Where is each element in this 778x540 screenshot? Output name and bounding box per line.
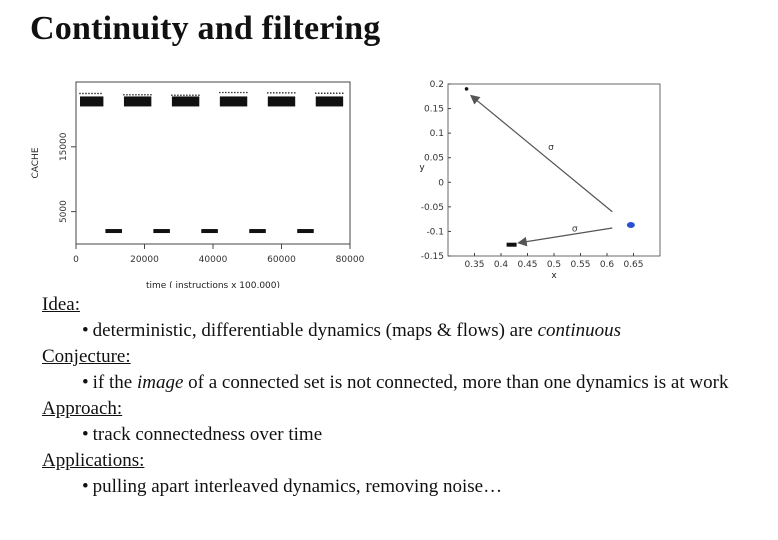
data-point: [291, 92, 293, 94]
data-band-high: [80, 96, 103, 106]
data-band-high: [268, 96, 295, 106]
data-point: [171, 94, 173, 96]
bullet-icon: •: [82, 372, 89, 393]
data-point: [225, 92, 227, 94]
data-point: [94, 93, 96, 95]
bullet-idea: • deterministic, differentiable dynamics (maps & flows) are continuous: [82, 320, 621, 341]
y-axis-label: CACHE: [31, 147, 41, 179]
x-tick-label: 0: [73, 255, 79, 265]
data-point: [318, 92, 320, 94]
x-tick-label: 0.65: [623, 260, 644, 270]
y-axis-label: y: [419, 163, 425, 173]
data-point: [79, 93, 81, 95]
data-point: [324, 92, 326, 94]
data-point: [294, 92, 296, 94]
y-tick-label: 5000: [59, 200, 69, 224]
x-axis-label: x: [551, 271, 557, 281]
data-point: [336, 92, 338, 94]
data-point: [82, 93, 84, 95]
data-cluster: [507, 243, 517, 247]
data-point: [342, 92, 344, 94]
data-point: [285, 92, 287, 94]
data-point: [88, 93, 90, 95]
data-point: [246, 92, 248, 94]
data-point: [315, 92, 317, 94]
data-point: [183, 94, 185, 96]
data-point: [237, 92, 239, 94]
xy-scatter-chart: [416, 76, 678, 288]
bullet-conjecture: • if the image of a connected set is not connected, more than one dynamics is at work: [82, 372, 729, 393]
x-tick-label: 0.35: [464, 260, 485, 270]
bullet-approach: • track connectedness over time: [82, 424, 323, 445]
cache-time-chart: [24, 76, 374, 288]
data-point: [174, 94, 176, 96]
data-point: [282, 92, 284, 94]
y-tick-label: 0.15: [423, 104, 444, 115]
data-point: [234, 92, 236, 94]
x-tick-label: 60000: [267, 255, 296, 265]
data-point: [321, 92, 323, 94]
data-point: [85, 93, 87, 95]
x-axis-label: time ( instructions x 100,000): [145, 281, 281, 288]
data-point: [270, 92, 272, 94]
data-point: [279, 92, 281, 94]
bullet-list: [42, 292, 772, 500]
plot-frame: [76, 82, 350, 244]
x-tick-label: 40000: [198, 255, 228, 265]
data-band-low: [201, 229, 218, 233]
transition-arrow: [472, 96, 612, 211]
data-point: [91, 93, 93, 95]
data-point: [141, 94, 143, 96]
y-tick-label: 0.2: [429, 80, 444, 90]
data-band-high: [316, 96, 343, 106]
arrow-label: σ: [571, 224, 578, 235]
data-band-low: [153, 229, 170, 233]
data-point: [180, 94, 182, 96]
data-point: [195, 94, 197, 96]
data-point: [147, 94, 149, 96]
data-band-high: [124, 96, 151, 106]
plot-frame: [448, 84, 660, 256]
x-tick-label: 20000: [130, 255, 159, 265]
data-point: [273, 92, 275, 94]
x-tick-label: 80000: [335, 255, 365, 265]
y-tick-label: 0.05: [423, 153, 444, 164]
data-point: [192, 94, 194, 96]
data-band-high: [172, 96, 199, 106]
y-tick-label: 0: [438, 178, 444, 189]
data-point: [138, 94, 140, 96]
heading-idea: Idea:: [42, 294, 80, 315]
arrow-label: σ: [548, 143, 554, 154]
data-point: [144, 94, 146, 96]
data-point: [330, 92, 332, 94]
data-band-low: [297, 229, 314, 233]
data-point: [123, 94, 125, 96]
data-point: [100, 93, 102, 95]
bullet-applications: • pulling apart interleaved dynamics, removing noise…: [82, 476, 503, 497]
bullet-icon: •: [82, 476, 89, 497]
transition-arrow: [520, 228, 613, 243]
y-tick-label: 0.1: [429, 129, 444, 140]
data-band-low: [105, 229, 122, 233]
data-point: [327, 92, 329, 94]
heading-conjecture: Conjecture:: [42, 346, 131, 367]
x-tick-label: 0.45: [517, 260, 538, 270]
data-point: [97, 93, 99, 95]
data-point: [198, 94, 200, 96]
data-point: [267, 92, 269, 94]
data-point: [228, 92, 230, 94]
heading-approach: Approach:: [42, 398, 123, 419]
slide-title: Continuity and filtering: [30, 10, 381, 47]
y-tick-label: -0.15: [420, 252, 444, 262]
data-point: [150, 94, 152, 96]
x-tick-label: 0.55: [570, 260, 591, 270]
data-point: [186, 94, 188, 96]
data-point: [240, 92, 242, 94]
data-point: [126, 94, 128, 96]
y-tick-label: -0.05: [420, 202, 444, 213]
heading-applications: Applications:: [42, 450, 145, 471]
data-point: [219, 92, 221, 94]
data-point: [231, 92, 233, 94]
data-band-low: [249, 229, 266, 233]
data-point: [465, 87, 469, 91]
data-point: [189, 94, 191, 96]
data-band-high: [220, 96, 247, 106]
data-point: [333, 92, 335, 94]
data-point: [243, 92, 245, 94]
x-tick-label: 0.5: [546, 260, 562, 270]
data-cluster: [627, 222, 635, 228]
data-point: [129, 94, 131, 96]
data-point: [339, 92, 341, 94]
y-tick-label: 15000: [59, 132, 69, 162]
data-point: [276, 92, 278, 94]
data-point: [222, 92, 224, 94]
bullet-icon: •: [82, 424, 89, 445]
data-point: [288, 92, 290, 94]
bullet-icon: •: [82, 320, 89, 341]
data-point: [177, 94, 179, 96]
data-point: [135, 94, 137, 96]
data-point: [132, 94, 134, 96]
x-tick-label: 0.4: [493, 260, 509, 270]
y-tick-label: -0.1: [426, 227, 444, 238]
x-tick-label: 0.6: [599, 260, 615, 270]
